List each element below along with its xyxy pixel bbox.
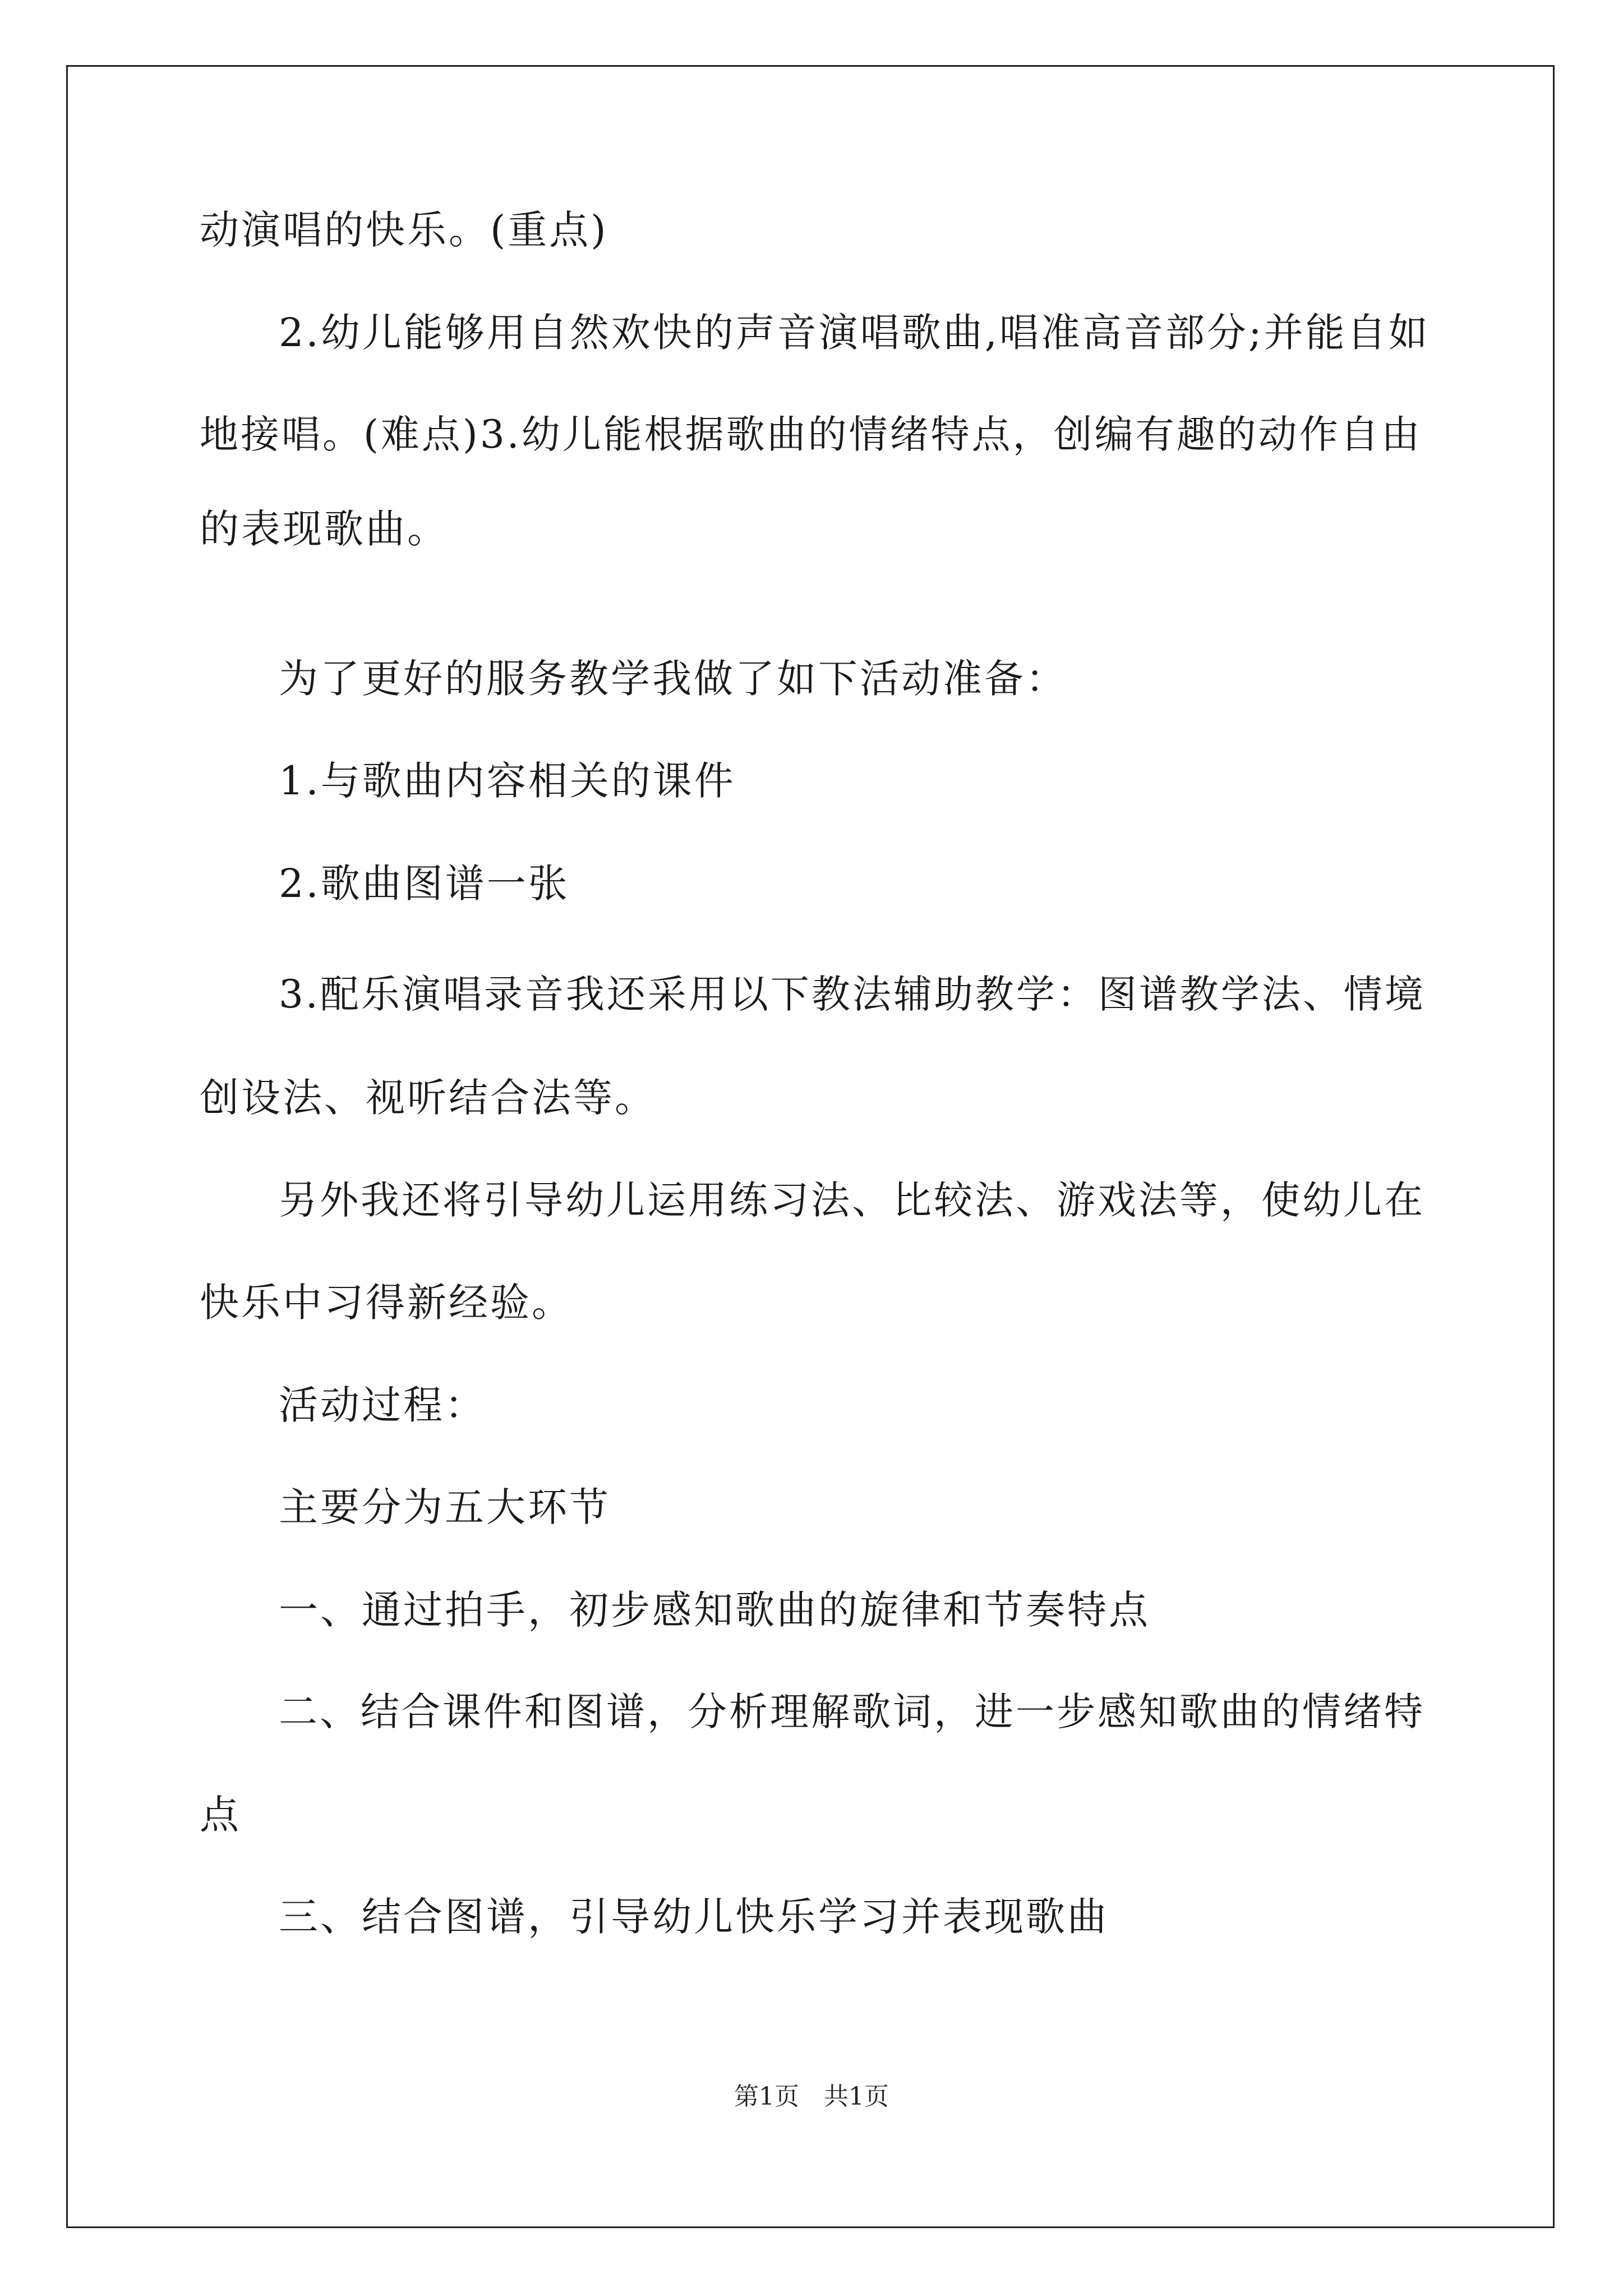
text-line: 二、结合课件和图谱，分析理解歌词，进一步感知歌曲的情绪特	[279, 1690, 1425, 1734]
text-line: 主要分为五大环节	[279, 1484, 611, 1530]
text-line: 快乐中习得新经验。	[200, 1280, 573, 1326]
text-line: 活动过程：	[279, 1382, 486, 1428]
text-line: 的表现歌曲。	[200, 506, 449, 552]
text-line: 为了更好的服务教学我做了如下活动准备：	[279, 656, 1067, 702]
text-line: 另外我还将引导幼儿运用练习法、比较法、游戏法等，使幼儿在	[279, 1178, 1425, 1223]
text-line: 1.与歌曲内容相关的课件	[279, 758, 736, 804]
text-line: 三、结合图谱，引导幼儿快乐学习并表现歌曲	[279, 1894, 1109, 1940]
text-line: 点	[200, 1792, 241, 1838]
text-line: 2.幼儿能够用自然欢快的声音演唱歌曲,唱准高音部分;并能自如	[279, 310, 1430, 356]
text-line: 地接唱。(难点)3.幼儿能根据歌曲的情绪特点，创编有趣的动作自由	[200, 412, 1422, 457]
text-line: 动演唱的快乐。(重点)	[200, 207, 608, 253]
text-line: 2.歌曲图谱一张	[279, 861, 570, 907]
text-line: 3.配乐演唱录音我还采用以下教法辅助教学：图谱教学法、情境	[279, 972, 1426, 1017]
text-line: 创设法、视听结合法等。	[200, 1075, 656, 1121]
text-line: 一、通过拍手，初步感知歌曲的旋律和节奏特点	[279, 1587, 1150, 1633]
page-footer: 第1页 共1页	[734, 2082, 889, 2111]
